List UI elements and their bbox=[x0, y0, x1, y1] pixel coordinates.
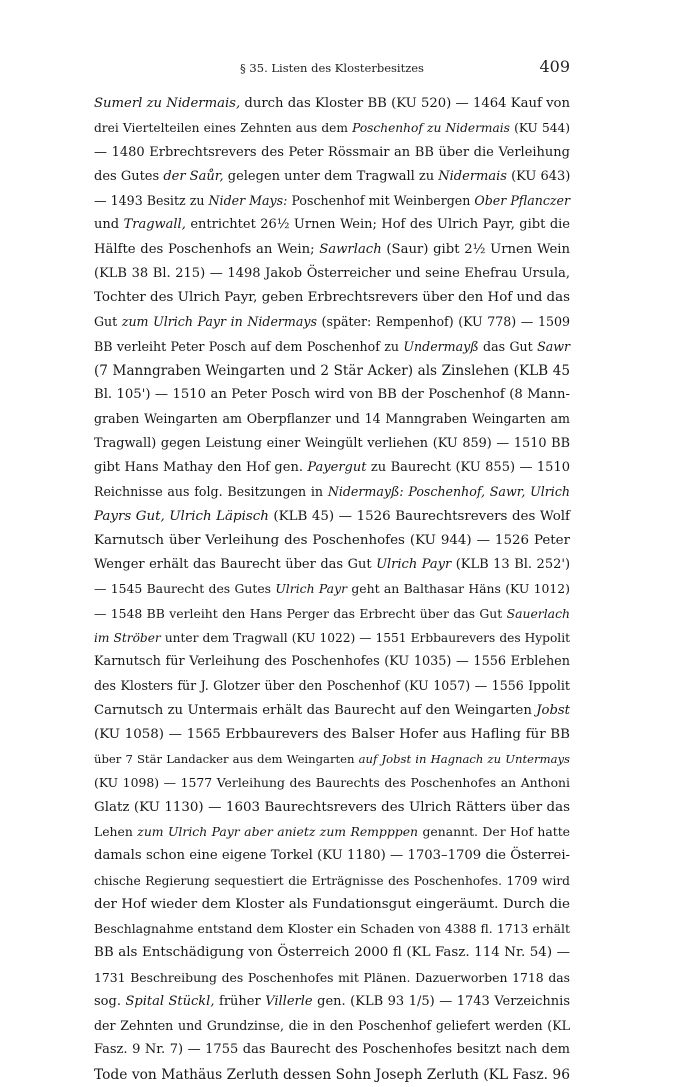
text-run: BB verleiht Peter Posch auf dem Poschenhof zu bbox=[94, 338, 404, 354]
text-run: entrichtet 26½ Urnen Wein; Hof des Ulrich Payr, gibt die bbox=[185, 217, 570, 233]
italic-run: Ulrich Payr bbox=[376, 557, 452, 573]
text-line bbox=[94, 723, 570, 747]
text-run: Tragwall) gegen Leistung einer Weingült verliehen (KU 859) — 1510 BB bbox=[94, 435, 570, 451]
text-run: (Saur) gibt 2½ Urnen Wein bbox=[381, 241, 570, 257]
text-run: 1731 Beschreibung des Poschenhofes mit Plänen. Dazuerworben 1718 das bbox=[94, 969, 570, 985]
text-line bbox=[94, 626, 570, 650]
text-line bbox=[94, 335, 570, 359]
text-line bbox=[94, 407, 570, 431]
text-run: und bbox=[94, 217, 124, 233]
text-run: über 7 Stär Landacker aus dem Weingarten bbox=[94, 752, 359, 767]
text-line bbox=[94, 310, 570, 334]
text-run: früher bbox=[214, 993, 266, 1009]
italic-run: auf Jobst in Hagnach zu Untermays bbox=[358, 752, 570, 767]
text-line bbox=[94, 917, 570, 941]
text-line bbox=[94, 1038, 570, 1062]
text-run: (KU 1098) — 1577 Verleihung des Baurechts des Poschenhofes an Anthoni bbox=[94, 775, 570, 791]
text-run: zu Baurecht (KU 855) — 1510 bbox=[366, 459, 570, 475]
text-line bbox=[94, 92, 570, 116]
text-run: genannt. Der Hof hatte bbox=[418, 823, 571, 839]
text-run: (KU 544) bbox=[509, 121, 570, 136]
italic-run: Payergut bbox=[307, 459, 367, 475]
text-line bbox=[94, 359, 570, 383]
text-line bbox=[94, 674, 570, 698]
italic-run: Undermayß bbox=[403, 338, 479, 354]
text-line bbox=[94, 432, 570, 456]
text-line bbox=[94, 189, 570, 213]
text-run: unter dem Tragwall (KU 1022) — 1551 Erbbaurevers des Hypolit bbox=[160, 630, 570, 645]
text-run: Tode von Mathäus Zerluth dessen Sohn Joseph Zerluth (KL Fasz. 96 bbox=[94, 1066, 570, 1083]
text-line bbox=[94, 990, 570, 1014]
italic-run: Jobst bbox=[536, 702, 570, 718]
text-line bbox=[94, 165, 570, 189]
italic-run: Sauerlach bbox=[506, 605, 570, 621]
italic-run: Tragwall, bbox=[123, 217, 186, 233]
text-run: Reichnisse aus folg. Besitzungen in bbox=[94, 484, 328, 500]
text-run: — 1493 Besitz zu bbox=[94, 193, 209, 209]
text-line bbox=[94, 238, 570, 262]
text-run: drei Viertelteilen eines Zehnten aus dem bbox=[94, 121, 353, 136]
text-run: damals schon eine eigene Torkel (KU 1180) — 1703–1709 die Österrei- bbox=[94, 848, 570, 864]
text-run: Karnutsch für Verleihung des Poschenhofes (KU 1035) — 1556 Erblehen bbox=[94, 654, 570, 670]
text-run: Bl. 105') — 1510 an Peter Posch wird von BB der Poschenhof (8 Mann- bbox=[94, 387, 570, 403]
text-line bbox=[94, 699, 570, 723]
body-text bbox=[94, 92, 570, 1087]
italic-run: Payrs Gut, Ulrich Läpisch bbox=[94, 508, 269, 524]
text-line bbox=[94, 529, 570, 553]
text-run: (KU 1058) — 1565 Erbbaurevers des Balser Hofer aus Hafling für BB bbox=[94, 726, 570, 742]
text-run: Carnutsch zu Untermais erhält das Baurecht auf den Weingarten bbox=[94, 702, 537, 718]
text-run: Gut bbox=[94, 314, 122, 330]
text-line bbox=[94, 796, 570, 820]
text-run: Tochter des Ulrich Payr, geben Erbrechtsrevers über den Hof und das bbox=[94, 290, 570, 306]
text-line bbox=[94, 771, 570, 795]
italic-run: Sawr bbox=[537, 338, 570, 354]
text-line bbox=[94, 966, 570, 990]
text-line bbox=[94, 820, 570, 844]
text-run: gen. (KLB 93 1/5) — 1743 Verzeichnis bbox=[312, 993, 570, 1009]
text-line bbox=[94, 553, 570, 577]
text-run: (7 Manngraben Weingarten und 2 Stär Acker) als Zinslehen (KLB 45 bbox=[94, 362, 570, 379]
text-run: Wenger erhält das Baurecht über das Gut bbox=[94, 557, 377, 573]
text-line bbox=[94, 869, 570, 893]
italic-run: der Saůr, bbox=[163, 168, 224, 184]
italic-run: Villerle bbox=[265, 993, 313, 1009]
italic-run: zum Ulrich Payr in Nidermays bbox=[121, 314, 317, 330]
text-run: Fasz. 9 Nr. 7) — 1755 das Baurecht des Poschenhofes besitzt nach dem bbox=[94, 1042, 570, 1058]
italic-run: zum Ulrich Payr aber anietz zum Rempppen bbox=[137, 823, 419, 839]
text-run: der Zehnten und Grundzinse, die in den Poschenhof geliefert werden (KL bbox=[94, 1018, 570, 1034]
text-line bbox=[94, 1063, 570, 1087]
text-run: — 1548 BB verleiht den Hans Perger das Erbrecht über das Gut bbox=[94, 605, 507, 621]
text-run: (KLB 38 Bl. 215) — 1498 Jakob Österreicher und seine Ehefrau Ursula, bbox=[94, 265, 570, 281]
text-line bbox=[94, 116, 570, 140]
text-run: — 1480 Erbrechtsrevers des Peter Rössmair an BB über die Verleihung bbox=[94, 144, 570, 160]
text-run: Karnutsch über Verleihung des Poschenhofes (KU 944) — 1526 Peter bbox=[94, 532, 570, 548]
italic-run: Ulrich Payr bbox=[275, 581, 347, 597]
text-run: (KU 643) bbox=[506, 168, 571, 184]
text-run: Poschenhof mit Weinbergen bbox=[287, 193, 475, 209]
text-run: graben Weingarten am Oberpflanzer und 14 Manngraben Weingarten am bbox=[94, 411, 570, 427]
italic-run: Sumerl zu Nidermais, bbox=[94, 96, 241, 111]
page-number: 409 bbox=[539, 57, 570, 76]
text-run: durch das Kloster BB (KU 520) — 1464 Kauf von bbox=[240, 96, 570, 111]
text-line bbox=[94, 941, 570, 965]
text-run: gelegen unter dem Tragwall zu bbox=[223, 168, 439, 184]
text-run: (später: Rempenhof) (KU 778) — 1509 bbox=[316, 314, 570, 330]
italic-run: Nidermayß: Poschenhof, Sawr, Ulrich bbox=[327, 484, 570, 500]
text-line bbox=[94, 747, 570, 771]
text-run: das Gut bbox=[478, 338, 538, 354]
text-run: Glatz (KU 1130) — 1603 Baurechtsrevers des Ulrich Rätters über das bbox=[94, 799, 570, 815]
text-line bbox=[94, 141, 570, 165]
text-line bbox=[94, 602, 570, 626]
text-line bbox=[94, 262, 570, 286]
italic-run: Ober Pflanczer bbox=[474, 193, 570, 209]
text-line bbox=[94, 844, 570, 868]
text-run: BB als Entschädigung von Österreich 2000 fl (KL Fasz. 114 Nr. 54) — bbox=[94, 945, 570, 961]
italic-run: Poschenhof zu Nidermais bbox=[352, 121, 510, 136]
text-run: des Gutes bbox=[94, 168, 164, 184]
text-run: sog. bbox=[94, 993, 126, 1009]
running-head bbox=[94, 55, 570, 79]
text-line bbox=[94, 650, 570, 674]
text-run: Beschlagnahme entstand dem Kloster ein Schaden von 4388 fl. 1713 erhält bbox=[94, 921, 570, 937]
text-run: der Hof wieder dem Kloster als Fundationsgut eingeräumt. Durch die bbox=[94, 896, 570, 912]
text-run: gibt Hans Mathay den Hof gen. bbox=[94, 459, 308, 475]
text-run: Lehen bbox=[94, 823, 138, 839]
italic-run: Nidermais bbox=[438, 168, 507, 184]
text-run: Hälfte des Poschenhofs an Wein; bbox=[94, 241, 320, 257]
text-line bbox=[94, 1014, 570, 1038]
italic-run: Sawrlach bbox=[319, 241, 382, 257]
text-run: (KLB 13 Bl. 252') bbox=[451, 557, 571, 573]
text-line bbox=[94, 286, 570, 310]
text-line bbox=[94, 893, 570, 917]
italic-run: Spital Stückl, bbox=[125, 993, 215, 1009]
italic-run: im Ströber bbox=[94, 630, 161, 645]
text-line bbox=[94, 383, 570, 407]
italic-run: Nider Mays: bbox=[208, 193, 288, 209]
text-run: des Klosters für J. Glotzer über den Poschenhof (KU 1057) — 1556 Ippolit bbox=[94, 678, 570, 694]
text-line bbox=[94, 577, 570, 601]
text-line bbox=[94, 456, 570, 480]
text-run: chische Regierung sequestiert die Erträgnisse des Poschenhofes. 1709 wird bbox=[94, 873, 570, 888]
text-run: geht an Balthasar Häns (KU 1012) bbox=[347, 581, 571, 597]
text-line bbox=[94, 213, 570, 237]
running-title: § 35. Listen des Klosterbesitzes bbox=[240, 61, 424, 75]
text-line bbox=[94, 480, 570, 504]
text-run: — 1545 Baurecht des Gutes bbox=[94, 581, 276, 597]
text-run: (KLB 45) — 1526 Baurechtsrevers des Wolf bbox=[268, 508, 571, 524]
text-line bbox=[94, 505, 570, 529]
